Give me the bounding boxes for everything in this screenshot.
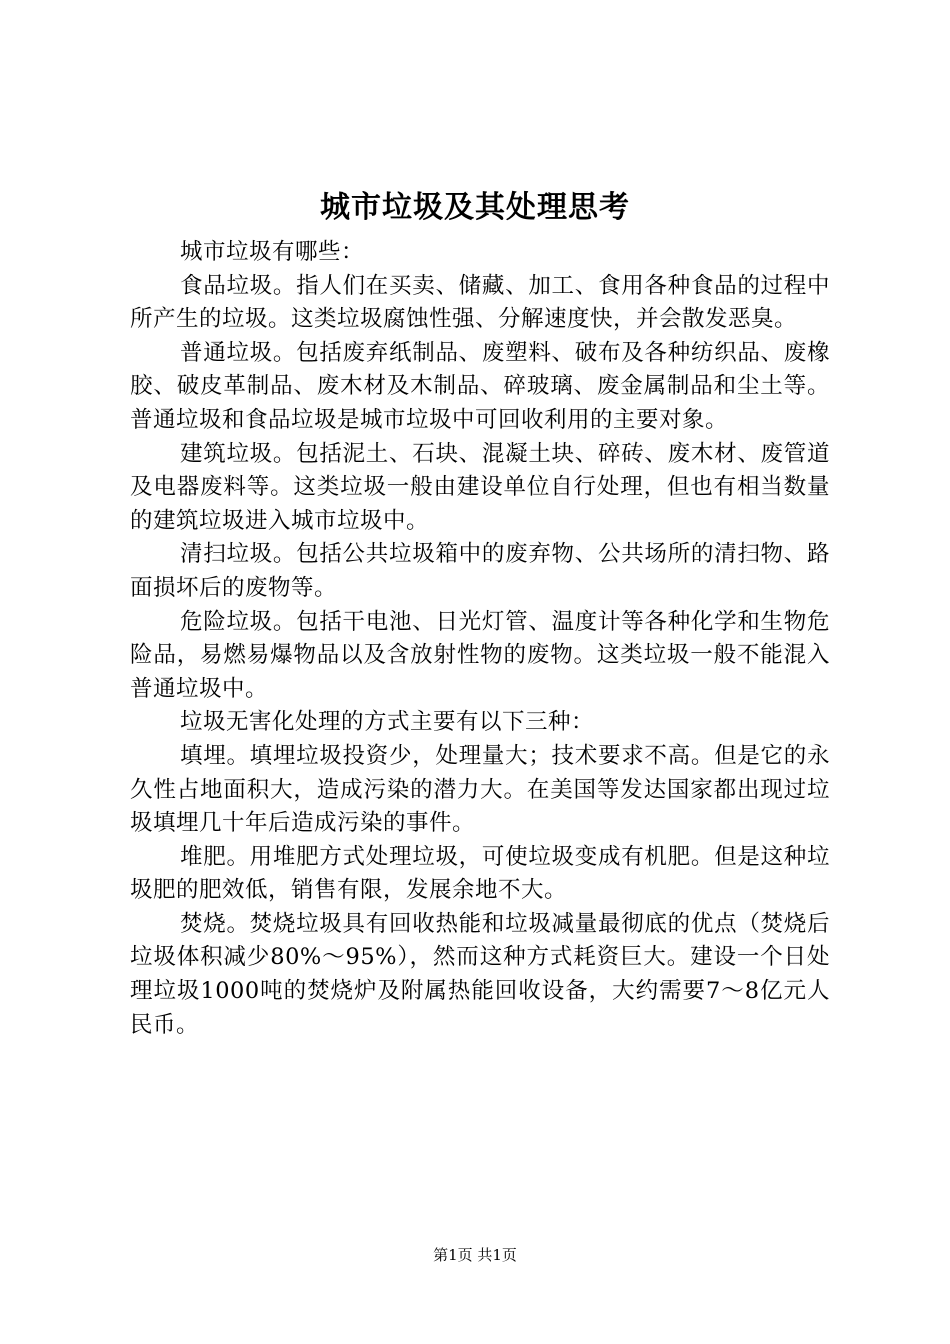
paragraph-incineration: 焚烧。焚烧垃圾具有回收热能和垃圾减量最彻底的优点（焚烧后垃圾体积减少80%～95%），然而这种方式耗资巨大。建设一个日处理垃圾1000吨的焚烧炉及附属热能回收设备，大约需要7～8亿元人民币。	[130, 910, 830, 1038]
paragraph-sweeping-waste: 清扫垃圾。包括公共垃圾箱中的废弃物、公共场所的清扫物、路面损坏后的废物等。	[130, 541, 830, 601]
paragraph-food-waste: 食品垃圾。指人们在买卖、储藏、加工、食用各种食品的过程中所产生的垃圾。这类垃圾腐蚀性强、分解速度快，并会散发恶臭。	[130, 272, 830, 333]
document-title: 城市垃圾及其处理思考	[320, 190, 630, 225]
document-body	[130, 236, 830, 1042]
paragraph-general-waste: 普通垃圾。包括废弃纸制品、废塑料、破布及各种纺织品、废橡胶、破皮革制品、废木材及木制品、碎玻璃、废金属制品和尘土等。普通垃圾和食品垃圾是城市垃圾中可回收利用的主要对象。	[130, 339, 830, 433]
paragraph-hazardous-waste: 危险垃圾。包括干电池、日光灯管、温度计等各种化学和生物危险品，易燃易爆物品以及含放射性物的废物。这类垃圾一般不能混入普通垃圾中。	[130, 608, 830, 702]
paragraph-landfill: 填埋。填埋垃圾投资少，处理量大；技术要求不高。但是它的永久性占地面积大，造成污染的潜力大。在美国等发达国家都出现过垃圾填埋几十年后造成污染的事件。	[130, 742, 830, 837]
paragraph-treatment-intro: 垃圾无害化处理的方式主要有以下三种：	[180, 709, 595, 736]
page-footer: 第1页 共1页	[433, 1246, 517, 1264]
paragraph-composting: 堆肥。用堆肥方式处理垃圾，可使垃圾变成有机肥。但是这种垃圾肥的肥效低，销售有限，发展余地不大。	[130, 843, 830, 904]
paragraph-construction-waste: 建筑垃圾。包括泥土、石块、混凝土块、碎砖、废木材、废管道及电器废料等。这类垃圾一般由建设单位自行处理，但也有相当数量的建筑垃圾进入城市垃圾中。	[130, 440, 830, 534]
paragraph-intro: 城市垃圾有哪些：	[180, 239, 365, 265]
